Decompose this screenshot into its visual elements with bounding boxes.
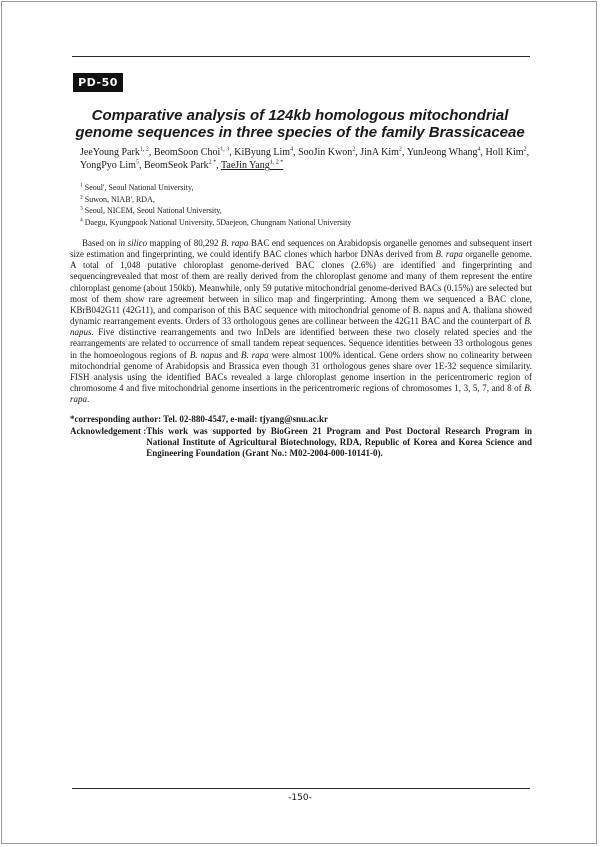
- author: BeomSeok Park$^{2 *}$,: [143, 159, 219, 171]
- acknowledgement-label: Acknowledgement :: [70, 426, 147, 436]
- abstract-body: Based on in silico mapping of 80,292 B. rapa BAC end sequences on Arabidopsis organelle genomes and subsequent insert size estimation and fingerprinting, we could identify BAC clones which harbor DNAs derived from B. rapa organelle genome. A total of 1,048 putative chloroplast genome-derived BAC clones (2.6%) are identified and fingerprinting and sequencingrevealed that most of them are really derived from the chloroplast genome and many of them represent the entire chloroplast genome (about 150kb). Meanwhile, only 59 putative mitochondrial genome-derived BACs (0.15%) are selected but most of them show rare agreement between in silico map and fingerprinting. Among them we sequenced a BAC clone, KBrB042G11 (42G11), and comparison of this BAC sequence with mitochondrial genome of B. napus and A. thaliana showed dynamic rearrangement events. Orders of 33 orthologous genes are collinear between the 42G11 BAC and the counterpart of B. napus. Five distinctive rearrangements and two InDels are identified between these two closely related species and the rearrangements are related to occurrence of small tandem repeat sequences. Sequence identities between 33 orthologous genes in the homoeologous regions of B. napus and B. rapa were almost 100% identical. Gene orders show no colinearity between mitochondrial genome of Arabidopsis and Brassica even though 31 orthologous genes share over 1E-32 sequence similarity. FISH analysis using the identified BACs revealed a large chloroplast genome insertion in the pericentromeric region of chromosome 4 and five mitochondrial genome insertions in the pericentromeric regions of chromosomes 1, 3, 5, 7, and 8 of B. rapa.: [70, 238, 533, 405]
- paper-title: [60, 107, 540, 141]
- corresponding-author: TaeJin Yang$^{1, 2 *}$: [221, 159, 284, 171]
- author: SooJin Kwon$^2$,: [298, 146, 361, 158]
- affiliation: $^2$ Suwon, NIAB', RDA,: [80, 193, 155, 204]
- corresponding-author-note: *corresponding author: Tel. 02-880-4547, e-mail: tjyang@snu.ac.kr: [70, 414, 328, 424]
- affiliation: $^1$ Seoul', Seoul National University,: [80, 182, 194, 192]
- top-rule: [72, 56, 530, 57]
- author-list: [80, 146, 535, 172]
- author: KiByung Lim$^4$,: [234, 146, 299, 158]
- author: JinA Kim$^2$,: [360, 146, 407, 158]
- affiliation: $^3$ Seoul, NICEM, Seoul National University,: [80, 205, 222, 215]
- session-badge: PD-50: [73, 73, 123, 92]
- title-line-2: genome sequences in three species of the family Brassicaceae: [75, 124, 525, 141]
- acknowledgement-text: This work was supported by BioGreen 21 Program and Post Doctoral Research Program in National Institute of Agricultural Biotechnology, RDA, Republic of Korea and Korea Science and Engineering Foundation (Grant No.: M02-2004-000-10141-0).: [146, 426, 532, 458]
- page-number: -150-: [288, 793, 312, 803]
- author: YunJeong Whang$^4$,: [406, 146, 486, 158]
- acknowledgement: [70, 426, 532, 459]
- affiliation-list: [80, 182, 530, 228]
- author: YongPyo Lim$^5$,: [80, 159, 144, 171]
- author: Holl Kim$^2$,: [485, 146, 530, 158]
- affiliation: $^4$ Daegu, Kyungpook National University, 5Daejeon, Chungnam National University: [80, 216, 352, 227]
- author: JeeYoung Park$^{1, 2}$,: [80, 146, 154, 158]
- author: BeomSoon Choi$^{1, 3}$,: [153, 146, 235, 158]
- title-line-1: Comparative analysis of 124kb homologous mitochondrial: [91, 107, 509, 124]
- bottom-rule: [72, 788, 530, 789]
